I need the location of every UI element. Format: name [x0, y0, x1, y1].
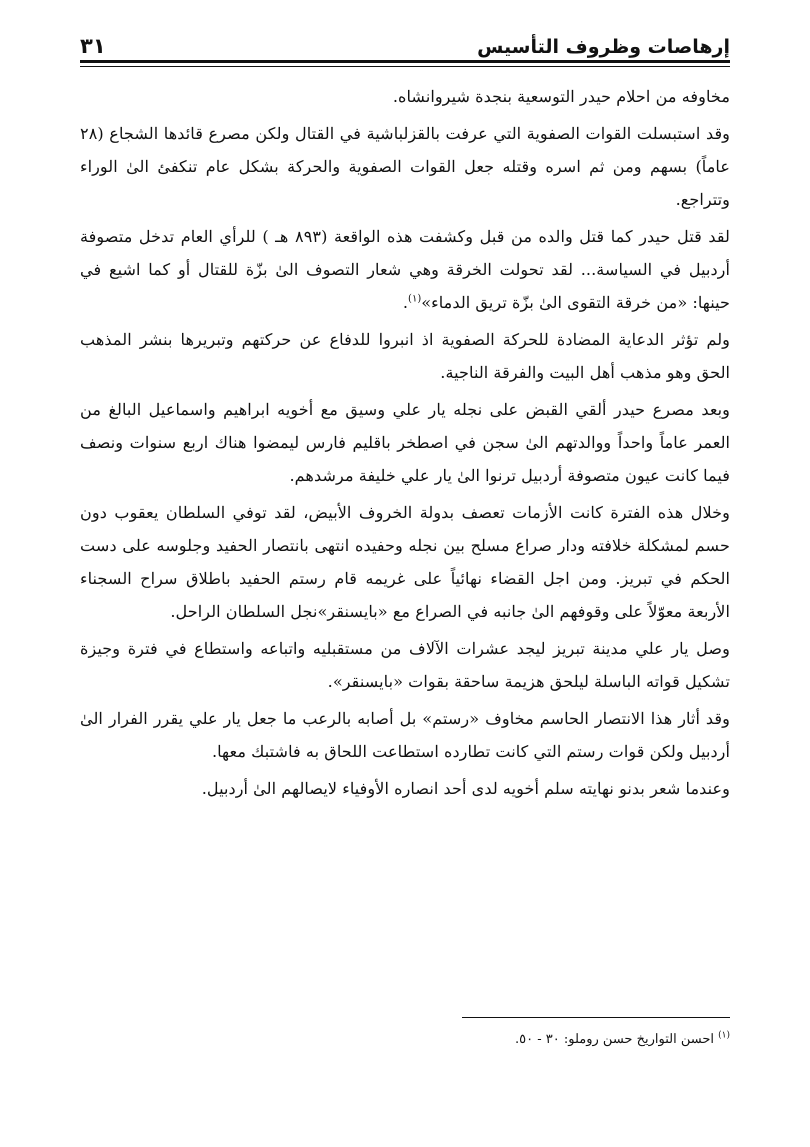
footnote-reference[interactable]: (١): [408, 293, 422, 305]
footnote-separator: [462, 1017, 730, 1018]
paragraph: مخاوفه من احلام حيدر التوسعية بنجدة شيروانشاه.: [392, 87, 730, 106]
paragraph-text: لقد قتل حيدر كما قتل والده من قبل وكشفت هذه الواقعة (٨٩٣ هـ ) للرأي العام تدخل متصوفة أردبيل في السياسة... لقد تحولت الخرقة وهي شعار التصوف الىٰ بزّة للقتال أو كما اشيع في حينها: «من خرقة التقوى الىٰ بزّة تريق الدماء»: [80, 227, 730, 312]
paragraph: وقد استبسلت القوات الصفوية التي عرفت بالقزلباشية في القتال ولكن مصرع قائدها الشجاع (٢٨ عاماً) بسهم ومن ثم اسره وقتله جعل القوات الصفوية والحركة بشكل عام تنكفئ الىٰ الوراء وتتراجع.: [80, 124, 730, 209]
header-rule-thick: [80, 60, 730, 63]
header-rule-thin: [80, 66, 730, 67]
page-header: [80, 28, 730, 58]
paragraph: وبعد مصرع حيدر ألقي القبض على نجله يار علي وسيق مع أخويه ابراهيم واسماعيل البالغ من العمر عاماً واحداً ووالدتهم الىٰ سجن في اصطخر باقليم فارس ليمضوا هناك اربع سنوات ونصف فيما كانت عيون متصوفة أردبيل ترنوا الىٰ يار علي خليفة مرشدهم.: [80, 400, 730, 485]
paragraph: وصل يار علي مدينة تبريز ليجد عشرات الآلاف من مستقبليه واتباعه واستطاع في فترة وجيزة تشكيل قواته الباسلة ليلحق هزيمة ساحقة بقوات «بايسنقر».: [80, 639, 730, 691]
paragraph: لقد قتل حيدر كما قتل والده من قبل وكشفت هذه الواقعة (٨٩٣ هـ ) للرأي العام تدخل متصوفة أردبيل في السياسة... لقد تحولت الخرقة وهي شعار التصوف الىٰ بزّة للقتال أو كما اشيع في حينها: «من خرقة التقوى الىٰ بزّة تريق الدماء»$^{(١)}$.: [80, 227, 730, 312]
paragraph: وخلال هذه الفترة كانت الأزمات تعصف بدولة الخروف الأبيض، لقد توفي السلطان يعقوب دون حسم لمشكلة خلافته ودار صراع مسلح بين نجله وحفيده انتهى بانتصار الحفيد وجلوسه على دست الحكم في تبريز. ومن اجل القضاء نهائياً على غريمه قام رستم الحفيد باطلاق سراح السجناء الأربعة معوّلاً على وقوفهم الىٰ جانبه في الصراع مع «بايسنقر»نجل السلطان الراحل.: [80, 503, 730, 621]
running-title: إرهاصات وظروف التأسيس: [477, 36, 730, 58]
paragraph: ولم تؤثر الدعاية المضادة للحركة الصفوية اذ انبروا للدفاع عن حركتهم وتبريرها بنشر المذهب الحق وهو مذهب أهل البيت والفرقة الناجية.: [80, 330, 730, 382]
body-text: [80, 80, 730, 809]
paragraph: وقد أثار هذا الانتصار الحاسم مخاوف «رستم» بل أصابه بالرعب ما جعل يار علي يقرر الفرار الىٰ أردبيل ولكن قوات رستم التي كانت تطارده استطاعت اللحاق به فاشتبك معها.: [80, 709, 730, 761]
paragraph: وعندما شعر بدنو نهايته سلم أخويه لدى أحد انصاره الأوفياء لايصالهم الىٰ أردبيل.: [201, 779, 730, 798]
footnote-text: احسن التواريخ حسن روملو: ٣٠ - ٥٠.: [515, 1032, 714, 1047]
page-number: ٣١: [80, 34, 106, 58]
footnote: [80, 1030, 730, 1050]
footnote-marker: (١): [718, 1030, 730, 1041]
